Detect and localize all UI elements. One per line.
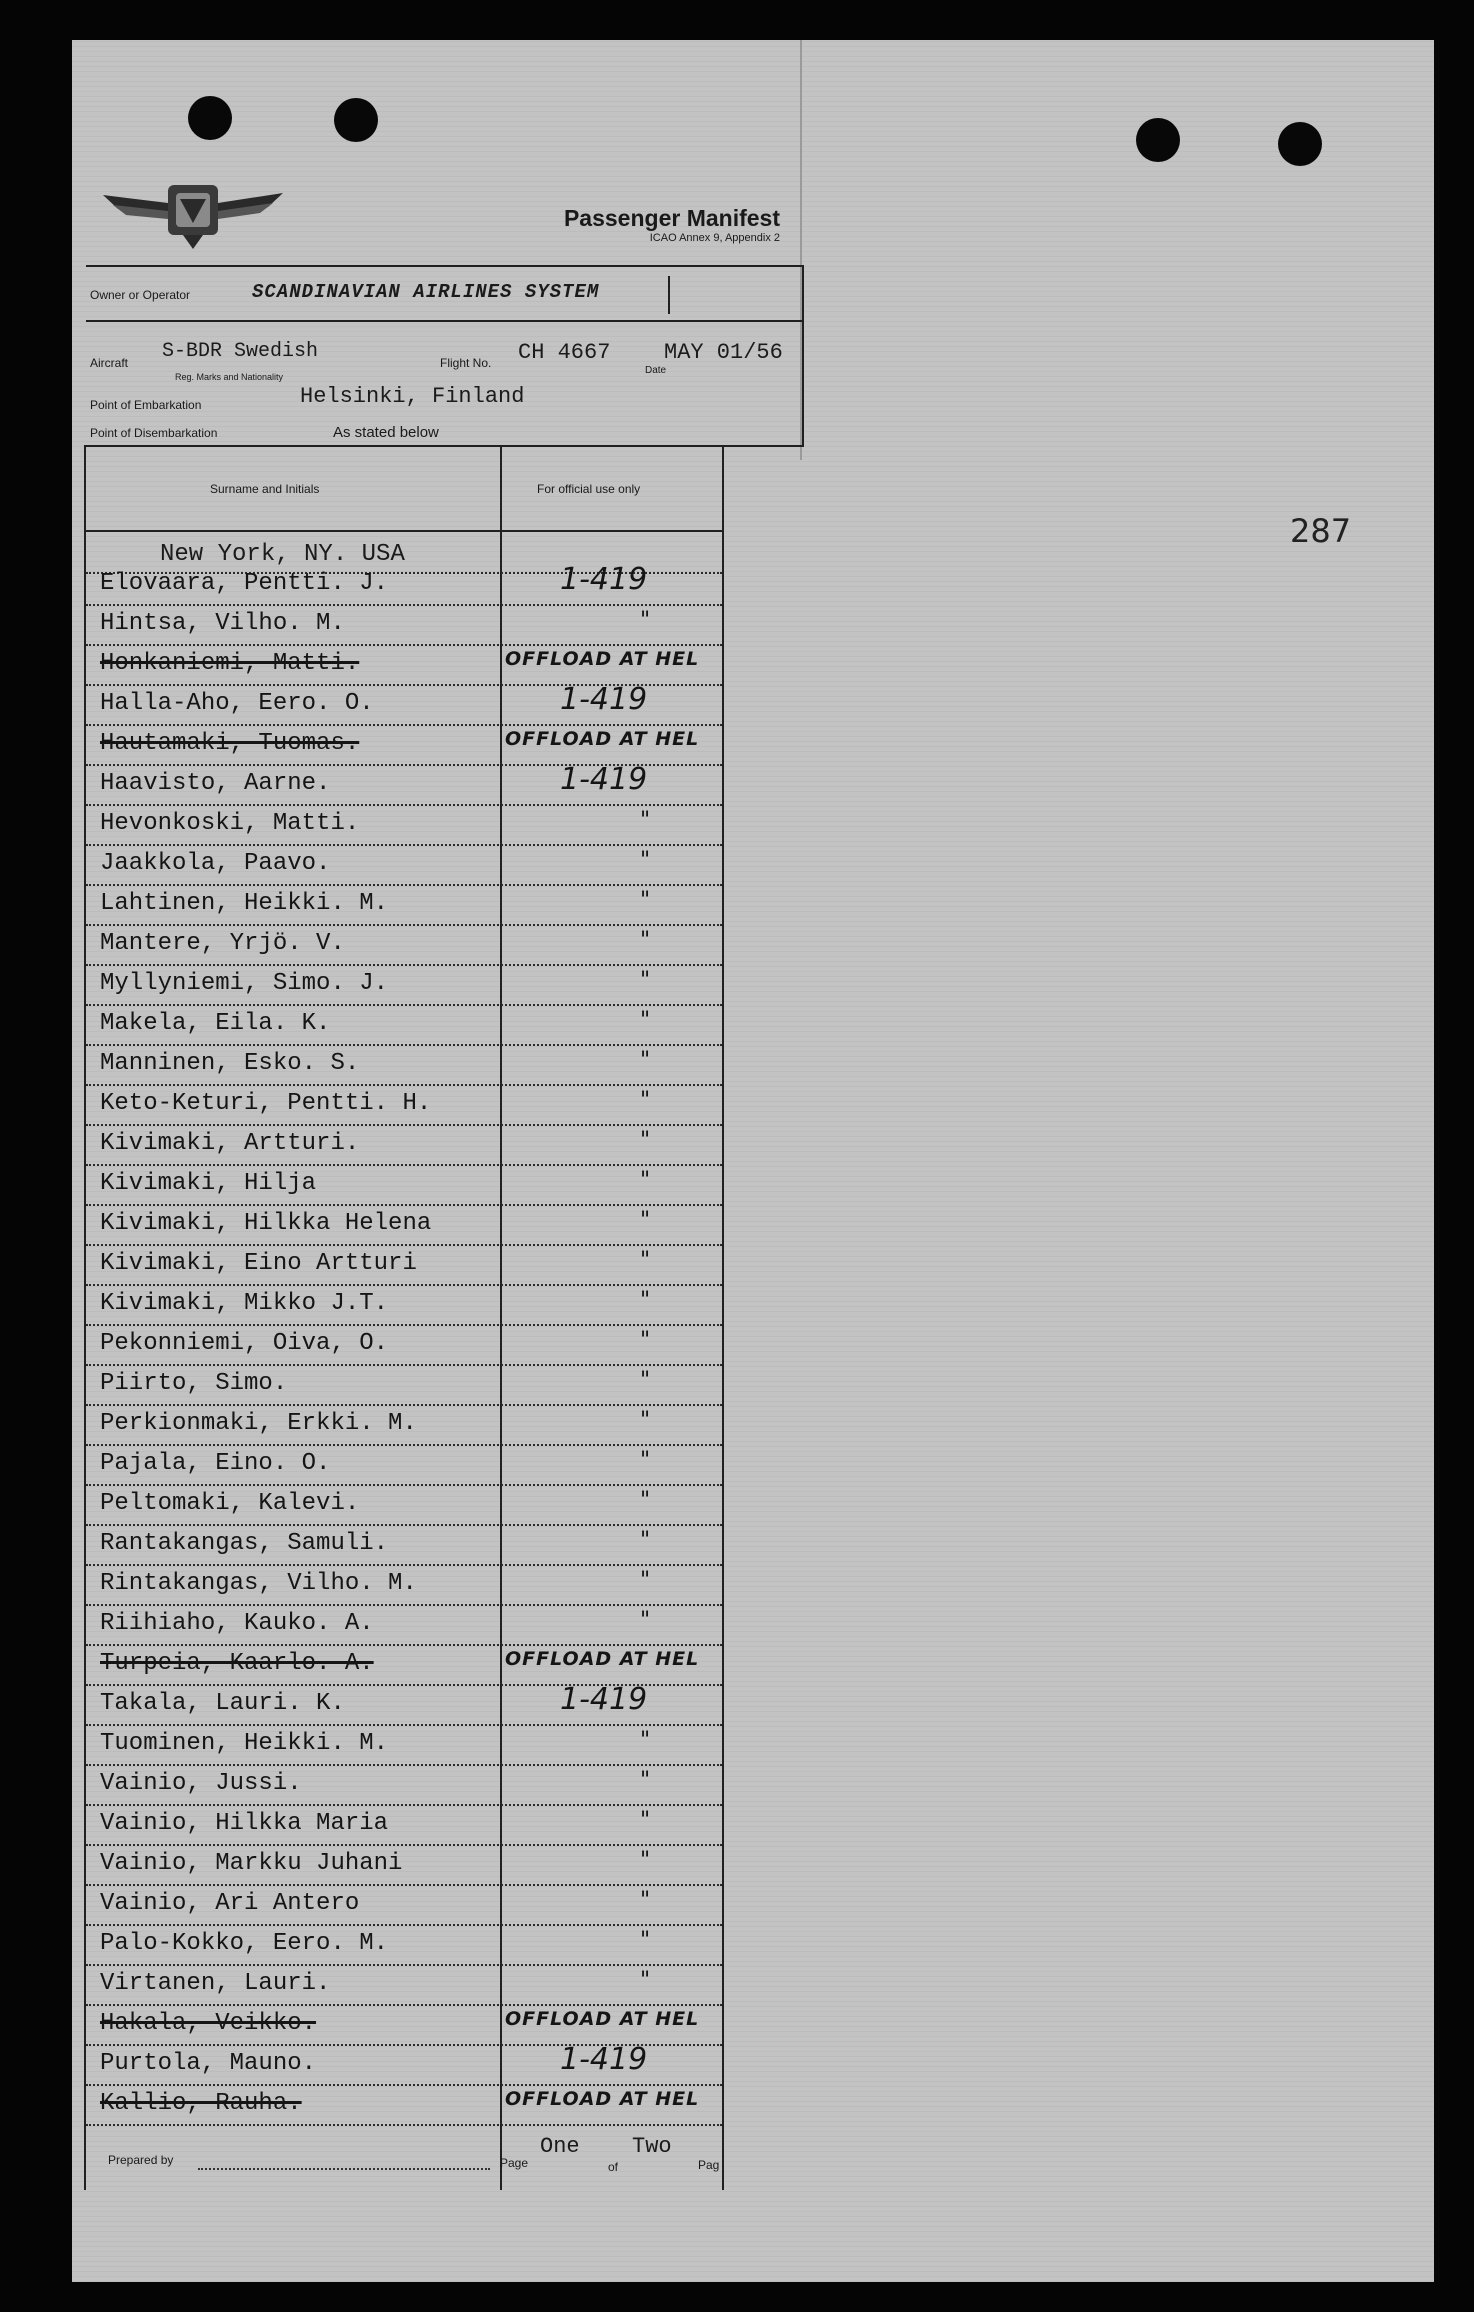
row-rule <box>86 1604 722 1606</box>
row-rule <box>86 884 722 886</box>
passenger-name: Pajala, Eino. O. <box>100 1450 331 1477</box>
official-use-entry: " <box>640 1968 651 1993</box>
official-use-entry: " <box>640 1168 651 1193</box>
owner-label: Owner or Operator <box>90 288 191 302</box>
passenger-name: Vainio, Hilkka Maria <box>100 1810 389 1837</box>
form-subtitle: ICAO Annex 9, Appendix 2 <box>649 232 780 244</box>
prepared-by-line <box>198 2168 490 2170</box>
official-use-entry: OFFLOAD AT HEL <box>505 1648 700 1670</box>
flight-number-value: CH 4667 <box>518 340 611 365</box>
official-use-entry: " <box>640 928 651 953</box>
passenger-name: Kivimaki, Artturi. <box>100 1130 360 1157</box>
column-header-name: Surname and Initials <box>210 482 320 496</box>
form-title: Passenger Manifest <box>563 205 780 231</box>
row-rule <box>86 1204 722 1206</box>
passenger-name: Myllyniemi, Simo. J. <box>100 970 389 997</box>
row-rule <box>86 1884 722 1886</box>
passenger-name: Hautamaki, Tuomas. <box>100 730 360 757</box>
row-rule <box>86 1724 722 1726</box>
official-use-entry: " <box>640 888 651 913</box>
row-rule <box>86 1284 722 1286</box>
official-use-entry: " <box>640 1448 651 1473</box>
row-rule <box>86 604 722 606</box>
row-rule <box>86 1804 722 1806</box>
official-use-entry: " <box>640 1248 651 1273</box>
table-right-border <box>722 445 724 2190</box>
passenger-name: Lahtinen, Heikki. M. <box>100 890 389 917</box>
row-rule <box>86 1844 722 1846</box>
row-rule <box>86 1244 722 1246</box>
row-rule <box>86 1164 722 1166</box>
official-use-entry: 1-419 <box>560 682 648 717</box>
row-rule <box>86 1524 722 1526</box>
form-title-block <box>510 205 780 244</box>
page-label: Page <box>500 2156 529 2170</box>
page-stamp: 287 <box>1290 512 1352 550</box>
passenger-name: Kallio, Rauha. <box>100 2090 302 2117</box>
official-use-entry: " <box>640 808 651 833</box>
passenger-name: Palo-Kokko, Eero. M. <box>100 1930 389 1957</box>
embarkation-label: Point of Embarkation <box>90 398 202 412</box>
official-use-entry: " <box>640 1568 651 1593</box>
row-rule <box>86 2004 722 2006</box>
official-use-entry: " <box>640 1808 651 1833</box>
official-use-entry: " <box>640 1088 651 1113</box>
passenger-name: Jaakkola, Paavo. <box>100 850 331 877</box>
row-rule <box>86 1964 722 1966</box>
aircraft-value: S-BDR Swedish <box>162 340 319 363</box>
official-use-entry: " <box>640 1488 651 1513</box>
official-use-entry: " <box>640 1328 651 1353</box>
passenger-name: Rintakangas, Vilho. M. <box>100 1570 417 1597</box>
passenger-name: Rantakangas, Samuli. <box>100 1530 389 1557</box>
official-use-entry: " <box>640 1928 651 1953</box>
row-rule <box>86 1924 722 1926</box>
official-use-entry: " <box>640 1848 651 1873</box>
row-rule <box>86 1404 722 1406</box>
column-header-official: For official use only <box>537 482 641 496</box>
prepared-by-label: Prepared by <box>108 2153 174 2167</box>
passenger-name: Haavisto, Aarne. <box>100 770 331 797</box>
total-pages-value: Two <box>632 2134 672 2159</box>
passenger-name: Vainio, Ari Antero <box>100 1890 360 1917</box>
punch-hole <box>188 96 232 140</box>
official-use-entry: " <box>640 1608 651 1633</box>
row-rule <box>86 724 722 726</box>
table-left-border <box>84 445 86 2190</box>
official-use-entry: " <box>640 608 651 633</box>
official-use-entry: 1-419 <box>560 1682 648 1717</box>
passenger-name: Pekonniemi, Oiva, O. <box>100 1330 389 1357</box>
official-use-entry: OFFLOAD AT HEL <box>505 2008 700 2030</box>
official-use-entry: 1-419 <box>560 2042 648 2077</box>
official-use-entry: " <box>640 1888 651 1913</box>
row-rule <box>86 964 722 966</box>
passenger-name: Makela, Eila. K. <box>100 1010 331 1037</box>
passenger-name: Kivimaki, Hilkka Helena <box>100 1210 432 1237</box>
row-rule <box>86 1364 722 1366</box>
official-use-entry: " <box>640 1008 651 1033</box>
header-rule <box>86 445 804 447</box>
passenger-name: Piirto, Simo. <box>100 1370 288 1397</box>
punch-hole <box>1136 118 1180 162</box>
reg-marks-label: Reg. Marks and Nationality <box>175 372 284 382</box>
official-use-entry: " <box>640 1288 651 1313</box>
row-rule <box>86 2084 722 2086</box>
punch-hole <box>1278 122 1322 166</box>
date-label: Date <box>645 365 667 376</box>
disembarkation-value: As stated below <box>333 424 439 441</box>
passenger-name: Turpeia, Kaarlo. A. <box>100 1650 374 1677</box>
row-rule <box>86 644 722 646</box>
row-rule <box>86 1564 722 1566</box>
row-rule <box>86 1644 722 1646</box>
passenger-name: Vainio, Markku Juhani <box>100 1850 403 1877</box>
passenger-name: Riihiaho, Kauko. A. <box>100 1610 374 1637</box>
of-label: of <box>608 2160 619 2174</box>
row-rule <box>86 1444 722 1446</box>
header-rule <box>86 320 804 322</box>
row-rule <box>86 2124 722 2126</box>
official-use-entry: 1-419 <box>560 562 648 597</box>
passenger-name: Kivimaki, Eino Artturi <box>100 1250 417 1277</box>
passenger-name: Manninen, Esko. S. <box>100 1050 360 1077</box>
embarkation-value: Helsinki, Finland <box>300 384 525 409</box>
column-header-rule <box>86 530 722 532</box>
passenger-name: Honkaniemi, Matti. <box>100 650 360 677</box>
passenger-name: Hakala, Veikko. <box>100 2010 317 2037</box>
official-use-entry: " <box>640 1208 651 1233</box>
punch-hole <box>334 98 378 142</box>
row-rule <box>86 844 722 846</box>
passenger-name: Kivimaki, Hilja <box>100 1170 317 1197</box>
passenger-name: Elovaara, Pentti. J. <box>100 570 389 597</box>
row-rule <box>86 1004 722 1006</box>
passenger-name: Peltomaki, Kalevi. <box>100 1490 360 1517</box>
passenger-name: Mantere, Yrjö. V. <box>100 930 345 957</box>
passenger-name: Tuominen, Heikki. M. <box>100 1730 389 1757</box>
page-value: One <box>540 2134 580 2159</box>
date-value: MAY 01/56 <box>664 340 783 365</box>
disembarkation-label: Point of Disembarkation <box>90 426 218 440</box>
passenger-name: Hevonkoski, Matti. <box>100 810 360 837</box>
official-use-entry: OFFLOAD AT HEL <box>505 648 700 670</box>
pages-label: Pag <box>698 2158 720 2172</box>
passenger-name: Kivimaki, Mikko J.T. <box>100 1290 389 1317</box>
aircraft-label: Aircraft <box>90 356 129 370</box>
passenger-name: Perkionmaki, Erkki. M. <box>100 1410 417 1437</box>
official-use-entry: " <box>640 1728 651 1753</box>
header-border <box>802 265 804 445</box>
official-use-entry: OFFLOAD AT HEL <box>505 728 700 750</box>
passenger-name: Hintsa, Vilho. M. <box>100 610 345 637</box>
flight-label: Flight No. <box>440 356 492 370</box>
official-use-entry: " <box>640 1128 651 1153</box>
official-use-entry: " <box>640 1048 651 1073</box>
official-use-entry: " <box>640 848 651 873</box>
row-rule <box>86 1084 722 1086</box>
column-divider <box>500 445 502 2190</box>
row-rule <box>86 1764 722 1766</box>
official-use-entry: " <box>640 1768 651 1793</box>
passenger-name: Halla-Aho, Eero. O. <box>100 690 374 717</box>
row-rule <box>86 1124 722 1126</box>
owner-value: SCANDINAVIAN AIRLINES SYSTEM <box>252 281 600 303</box>
destination: New York, NY. USA <box>160 541 405 568</box>
row-rule <box>86 924 722 926</box>
row-rule <box>86 804 722 806</box>
official-use-entry: OFFLOAD AT HEL <box>505 2088 700 2110</box>
owner-divider <box>668 276 670 314</box>
row-rule <box>86 1324 722 1326</box>
official-use-entry: " <box>640 1528 651 1553</box>
passenger-name: Vainio, Jussi. <box>100 1770 302 1797</box>
passenger-name: Takala, Lauri. K. <box>100 1690 345 1717</box>
passenger-name: Keto-Keturi, Pentti. H. <box>100 1090 432 1117</box>
official-use-entry: " <box>640 1408 651 1433</box>
official-use-entry: 1-419 <box>560 762 648 797</box>
header-rule <box>86 265 804 267</box>
official-use-entry: " <box>640 1368 651 1393</box>
passenger-name: Virtanen, Lauri. <box>100 1970 331 1997</box>
airline-logo-icon <box>98 175 288 255</box>
row-rule <box>86 1044 722 1046</box>
official-use-entry: " <box>640 968 651 993</box>
row-rule <box>86 1484 722 1486</box>
passenger-name: Purtola, Mauno. <box>100 2050 317 2077</box>
